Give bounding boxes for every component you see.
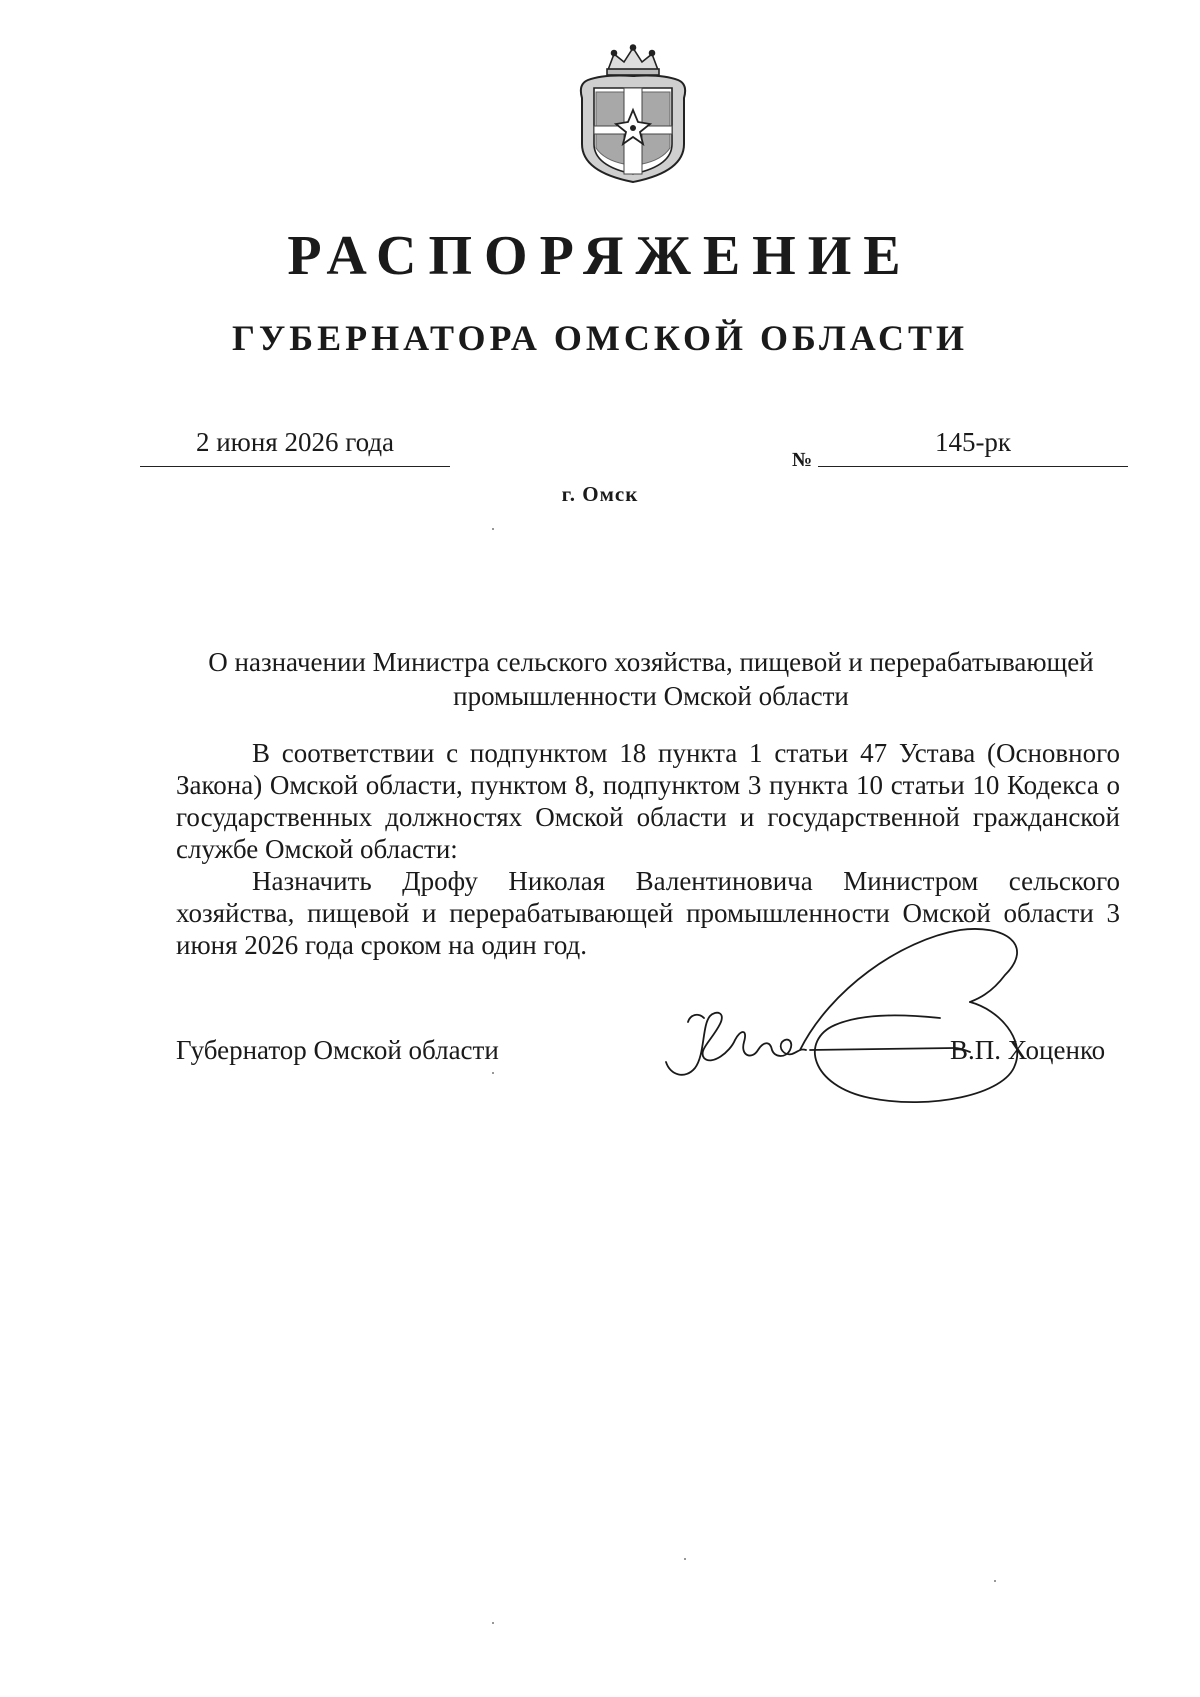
document-number: 145-рк [934,427,1012,457]
scan-speck [684,1558,686,1560]
document-subject: О назначении Министра сельского хозяйства, пищевой и перерабатывающей промышленности Омской области [208,647,1094,711]
date-underline [140,466,450,467]
scan-speck [492,1072,494,1074]
handwritten-signature-icon [660,900,1080,1160]
body-paragraph-order: Назначить Дрофу Николая Валентиновича Министром сельского хозяйства, пищевой и перерабатывающей промышленности Омской области 3 июня 2026 года сроком на один год. [176,866,1120,960]
signatory-name: В.П. Хоценко [950,1035,1106,1065]
scan-speck [492,1622,494,1624]
document-city: г. Омск [561,482,639,506]
document-title: РАСПОРЯЖЕНИЕ [287,225,913,287]
number-underline [818,466,1128,467]
coat-of-arms-icon [574,44,692,186]
document-date: 2 июня 2026 года [195,427,395,457]
scan-speck [492,528,494,530]
document-subtitle: ГУБЕРНАТОРА ОМСКОЙ ОБЛАСТИ [231,318,969,358]
number-sign: № [792,449,813,471]
body-paragraph-basis: В соответствии с подпунктом 18 пункта 1 статьи 47 Устава (Основного Закона) Омской области, пунктом 8, подпунктом 3 пункта 10 статьи 10 Кодекса о государственных должностях Омской области и государственной гражданской службе Омской области: [176,738,1120,864]
scan-speck [994,1580,996,1582]
signatory-role: Губернатор Омской области [176,1035,499,1065]
